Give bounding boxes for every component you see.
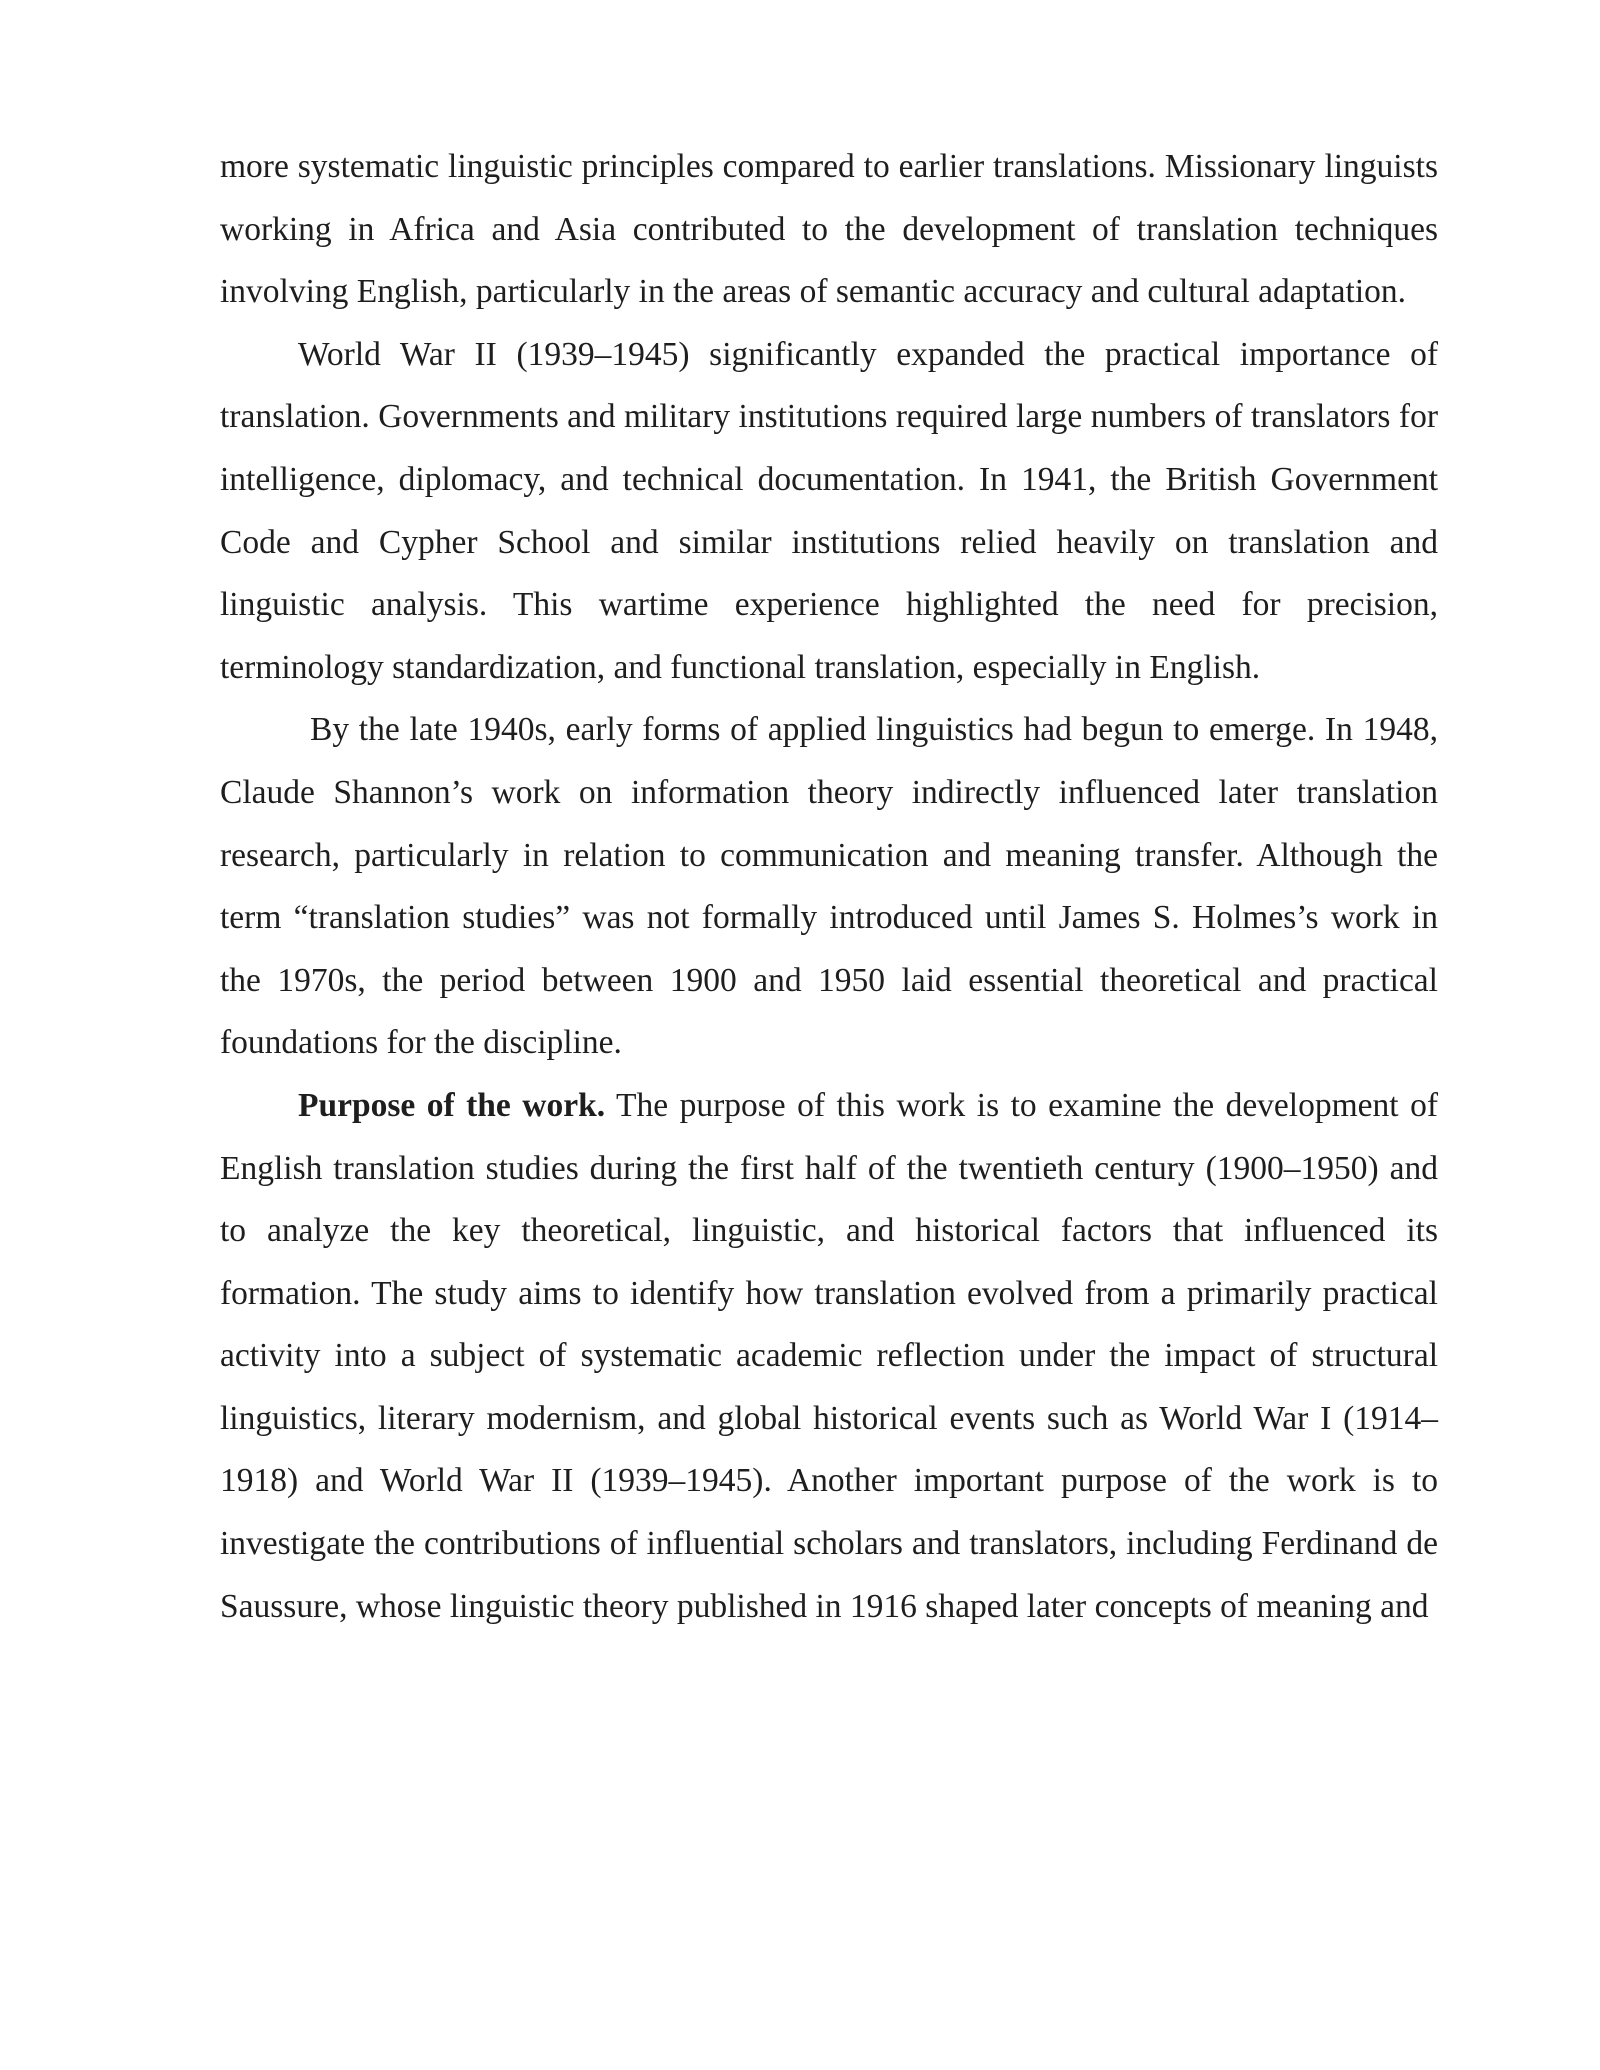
paragraph-applied-linguistics: By the late 1940s, early forms of applied linguistics had begun to emerge. In 1948, Claude Shannon’s work on information theory indirectly influenced later translation research, particularly in relation to communication and meaning transfer. Although the term “translation studies” was not formally introduced until James S. Holmes’s work in the 1970s, the period between 1900 and 1950 laid essential theoretical and practical foundations for the discipline. xyxy=(220,711,1438,1062)
section-heading-purpose: Purpose of the work. xyxy=(298,1086,606,1124)
body-text xyxy=(220,136,1438,1638)
paragraph-world-war-ii: World War II (1939–1945) significantly expanded the practical importance of translation. Governments and military institutions required large numbers of translators for intelligence, diplomacy, and technical documentation. In 1941, the British Government Code and Cypher School and similar institutions relied heavily on translation and linguistic analysis. This wartime experience highlighted the need for precision, terminology standardization, and functional translation, especially in English. xyxy=(220,335,1438,686)
paragraph-purpose-of-work xyxy=(220,1075,1438,1638)
purpose-text: The purpose of this work is to examine the development of English translation studies during the first half of the twentieth century (1900–1950) and to analyze the key theoretical, linguistic, and historical factors that influenced its formation. The study aims to identify how translation evolved from a primarily practical activity into a subject of systematic academic reflection under the impact of structural linguistics, literary modernism, and global historical events such as World War I (1914–1918) and World War II (1939–1945). Another important purpose of the work is to investigate the contributions of influential scholars and translators, including Ferdinand de Saussure, whose linguistic theory published in 1916 shaped later concepts of meaning and xyxy=(220,1086,1438,1625)
paragraph-missionary-linguists: more systematic linguistic principles compared to earlier translations. Missionary linguists working in Africa and Asia contributed to the development of translation techniques involving English, particularly in the areas of semantic accuracy and cultural adaptation. xyxy=(220,148,1438,311)
